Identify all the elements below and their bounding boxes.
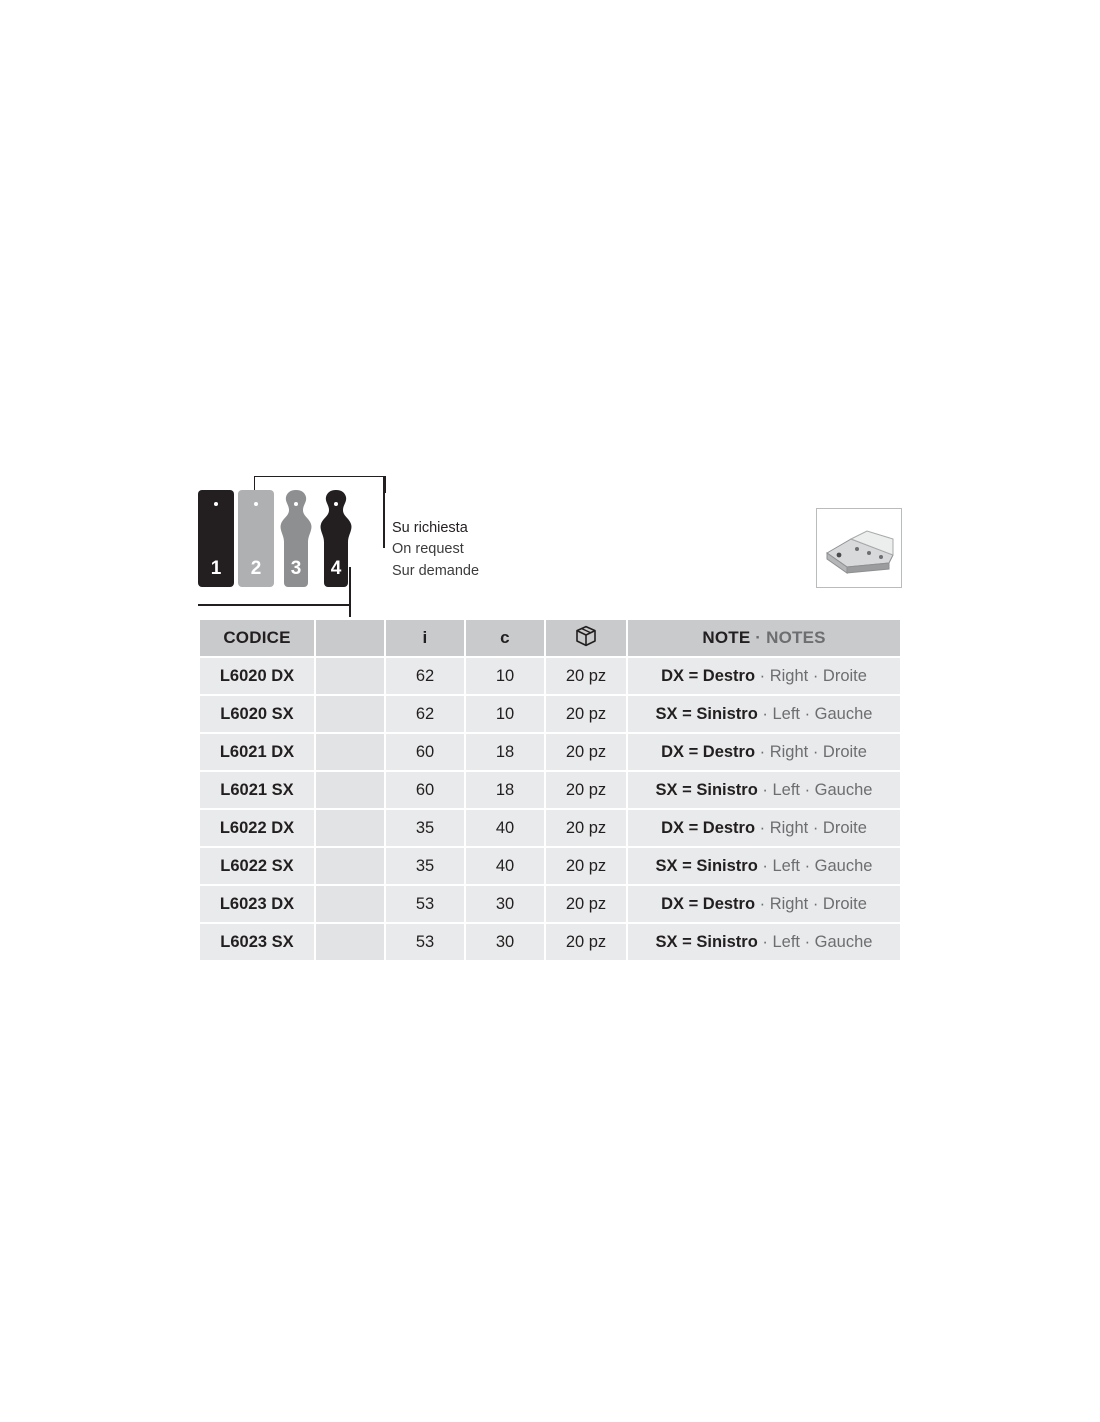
swatch-2 <box>238 490 274 587</box>
cell-code: L6023 DX <box>199 885 315 923</box>
spec-table <box>198 618 902 962</box>
header-c: c <box>465 619 545 657</box>
table-header-row <box>199 619 901 657</box>
cell-code: L6022 SX <box>199 847 315 885</box>
cell-code: L6020 SX <box>199 695 315 733</box>
cell-note <box>627 809 901 847</box>
swatch-1 <box>198 490 234 587</box>
swatch-dot <box>294 502 298 506</box>
swatch-number: 4 <box>330 558 342 579</box>
connector-vertical <box>349 567 351 617</box>
cell-note-sub: · Right · Droite <box>755 666 867 685</box>
swatch-number: 3 <box>290 558 302 579</box>
cell-pack: 20 pz <box>545 733 627 771</box>
cell-pack: 20 pz <box>545 657 627 695</box>
legend-note-fr: Sur demande <box>392 562 480 579</box>
cell-i: 62 <box>385 695 465 733</box>
header-codice: CODICE <box>199 619 315 657</box>
hinge-photo-icon <box>817 509 899 585</box>
cell-pack: 20 pz <box>545 885 627 923</box>
cell-note-main: SX = Sinistro <box>655 780 758 799</box>
table-row <box>199 695 901 733</box>
cell-note <box>627 657 901 695</box>
bracket-stem <box>383 476 385 548</box>
cell-c: 30 <box>465 923 545 961</box>
swatch-dot <box>334 502 338 506</box>
header-note-main: NOTE <box>702 628 751 647</box>
cell-note-sub: · Left · Gauche <box>757 932 873 951</box>
legend-block <box>198 470 598 610</box>
cell-note <box>627 771 901 809</box>
table-row <box>199 923 901 961</box>
swatch-number: 1 <box>210 558 222 579</box>
cell-note-main: SX = Sinistro <box>655 932 758 951</box>
cell-note-main: SX = Sinistro <box>655 704 758 723</box>
legend-text <box>392 518 479 582</box>
swatch-number: 2 <box>250 558 262 579</box>
cell-dot <box>315 695 385 733</box>
cell-note-main: SX = Sinistro <box>655 856 758 875</box>
cell-i: 62 <box>385 657 465 695</box>
spec-table-wrap <box>198 618 900 962</box>
product-thumbnail <box>816 508 902 588</box>
cell-c: 40 <box>465 809 545 847</box>
cell-note-main: DX = Destro <box>661 818 756 837</box>
cell-code: L6021 DX <box>199 733 315 771</box>
cell-note <box>627 885 901 923</box>
cell-note-main: DX = Destro <box>661 666 756 685</box>
cell-note-sub: · Right · Droite <box>755 894 867 913</box>
cell-dot <box>315 847 385 885</box>
legend-note-it: Su richiesta <box>392 520 468 536</box>
cell-note <box>627 923 901 961</box>
cell-note-sub: · Left · Gauche <box>757 780 873 799</box>
cell-i: 35 <box>385 847 465 885</box>
swatch-3 <box>278 490 314 587</box>
cell-c: 18 <box>465 771 545 809</box>
cell-note-sub: · Left · Gauche <box>757 856 873 875</box>
box-icon <box>574 624 598 648</box>
table-row <box>199 771 901 809</box>
cell-note <box>627 695 901 733</box>
legend-note-en: On request <box>392 541 464 558</box>
cell-i: 35 <box>385 809 465 847</box>
cell-i: 60 <box>385 771 465 809</box>
cell-pack: 20 pz <box>545 771 627 809</box>
header-note-sub: NOTES <box>766 628 826 647</box>
cell-note-sub: · Right · Droite <box>755 818 867 837</box>
cell-i: 53 <box>385 885 465 923</box>
cell-note-main: DX = Destro <box>661 742 756 761</box>
cell-c: 30 <box>465 885 545 923</box>
cell-pack: 20 pz <box>545 809 627 847</box>
cell-note-main: DX = Destro <box>661 894 756 913</box>
swatch-dot <box>254 502 258 506</box>
header-i: i <box>385 619 465 657</box>
cell-note <box>627 733 901 771</box>
swatch-dot <box>214 502 218 506</box>
cell-i: 60 <box>385 733 465 771</box>
cell-dot <box>315 657 385 695</box>
cell-note <box>627 847 901 885</box>
cell-code: L6023 SX <box>199 923 315 961</box>
table-row <box>199 885 901 923</box>
cell-dot <box>315 885 385 923</box>
cell-dot <box>315 733 385 771</box>
cell-c: 40 <box>465 847 545 885</box>
header-note-sep: · <box>750 628 767 647</box>
cell-c: 18 <box>465 733 545 771</box>
cell-c: 10 <box>465 695 545 733</box>
connector-horizontal <box>198 604 350 606</box>
table-row <box>199 847 901 885</box>
cell-pack: 20 pz <box>545 695 627 733</box>
cell-c: 10 <box>465 657 545 695</box>
table-row <box>199 733 901 771</box>
header-packaging <box>545 619 627 657</box>
table-row <box>199 809 901 847</box>
cell-note-sub: · Right · Droite <box>755 742 867 761</box>
table-row <box>199 657 901 695</box>
cell-pack: 20 pz <box>545 847 627 885</box>
header-note <box>627 619 901 657</box>
header-dot-marker <box>315 619 385 657</box>
cell-pack: 20 pz <box>545 923 627 961</box>
cell-code: L6021 SX <box>199 771 315 809</box>
cell-dot <box>315 809 385 847</box>
cell-dot <box>315 771 385 809</box>
cell-dot <box>315 923 385 961</box>
swatch-row <box>198 490 354 587</box>
table-body <box>199 657 901 961</box>
cell-i: 53 <box>385 923 465 961</box>
cell-note-sub: · Left · Gauche <box>757 704 873 723</box>
cell-code: L6022 DX <box>199 809 315 847</box>
cell-code: L6020 DX <box>199 657 315 695</box>
